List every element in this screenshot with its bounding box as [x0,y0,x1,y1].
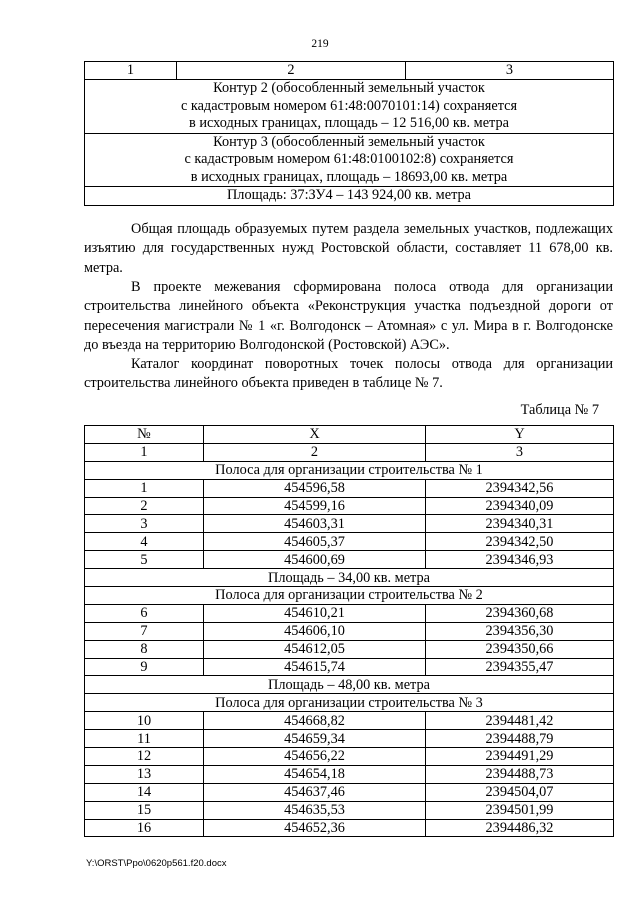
table-row [85,712,614,730]
strip-area: Площадь – 34,00 кв. метра [85,569,614,587]
x-value: 454659,34 [204,730,426,748]
y-value: 2394340,31 [426,515,614,533]
point-number: 12 [85,748,204,766]
x-value: 454606,10 [204,622,426,640]
x-value: 454637,46 [204,783,426,801]
coordinates-table [84,425,614,837]
point-number: 5 [85,551,204,569]
x-value: 454656,22 [204,748,426,766]
y-value: 2394340,09 [426,497,614,515]
y-value: 2394488,73 [426,765,614,783]
contour-2-line: с кадастровым номером 61:48:0070101:14) сохраняется [180,97,518,114]
page-number: 219 [311,38,329,50]
x-value: 454599,16 [204,497,426,515]
area-row [85,187,614,206]
x-value: 454615,74 [204,658,426,676]
coord-header-row [85,426,614,444]
strip-3-title-row [85,694,614,712]
header-cell: 1 [85,62,177,80]
point-number: 4 [85,533,204,551]
point-number: 7 [85,622,204,640]
y-value: 2394504,07 [426,783,614,801]
area-cell: Площадь: 37:ЗУ4 – 143 924,00 кв. метра [85,187,614,206]
point-number: 2 [85,497,204,515]
x-value: 454654,18 [204,765,426,783]
strip-area: Площадь – 48,00 кв. метра [85,676,614,694]
table-row [85,730,614,748]
point-number: 3 [85,515,204,533]
y-value: 2394360,68 [426,604,614,622]
contour-3-cell [85,133,614,187]
point-number: 13 [85,765,204,783]
contour-3-row [85,133,614,187]
point-number: 10 [85,712,204,730]
table-row [85,515,614,533]
strip-title: Полоса для организации строительства № 2 [85,587,614,605]
contour-table [84,61,614,206]
y-value: 2394356,30 [426,622,614,640]
y-value: 2394342,50 [426,533,614,551]
point-number: 15 [85,801,204,819]
paragraph-project-strip: В проекте межевания сформирована полоса отвода для организации строительства линейного объекта «Реконструкция участка подъездной дороги от пересечения магистрали № 1 «г. Волгодонск – Атомная» с ул. Мира в г. Волгодонске до въезда на территорию Волгодонской (Ростовской) АЭС». [84,279,613,353]
contour-3-line: в исходных границах, площадь – 18693,00 кв. метра [190,168,508,185]
y-value: 2394481,42 [426,712,614,730]
table-row [85,533,614,551]
x-value: 454635,53 [204,801,426,819]
header-number: № [85,426,204,444]
paragraph-catalog: Каталог координат поворотных точек полосы отвода для организации строительства линейного объекта приведен в таблице № 7. [84,356,613,392]
table-row [85,551,614,569]
contour-table-header-row [85,62,614,80]
point-number: 8 [85,640,204,658]
table-row [85,658,614,676]
contour-2-line: Контур 2 (обособленный земельный участок [213,80,485,96]
strip-1-area-row [85,569,614,587]
strip-1-title-row [85,461,614,479]
header-cell: 2 [177,62,406,80]
strip-title: Полоса для организации строительства № 1 [85,461,614,479]
y-value: 2394491,29 [426,748,614,766]
table-row [85,604,614,622]
table-row [85,497,614,515]
x-value: 454600,69 [204,551,426,569]
table-row [85,748,614,766]
point-number: 6 [85,604,204,622]
contour-2-line: в исходных границах, площадь – 12 516,00 кв. метра [189,115,509,131]
y-value: 2394486,32 [426,819,614,837]
table-row [85,622,614,640]
strip-2-title-row [85,587,614,605]
y-value: 2394346,93 [426,551,614,569]
x-value: 454605,37 [204,533,426,551]
x-value: 454612,05 [204,640,426,658]
y-value: 2394501,99 [426,801,614,819]
point-number: 1 [85,479,204,497]
table-row [85,783,614,801]
contour-3-line: Контур 3 (обособленный земельный участок [213,133,485,150]
column-number: 3 [426,443,614,461]
table-row [85,819,614,837]
column-number-row [85,443,614,461]
header-x: X [204,426,426,444]
file-path-footer: Y:\ORST\Ppo\0620p561.f20.docx [86,858,227,869]
contour-3-line: с кадастровым номером 61:48:0100102:8) сохраняется [184,151,514,167]
y-value: 2394355,47 [426,658,614,676]
x-value: 454596,58 [204,479,426,497]
point-number: 16 [85,819,204,837]
header-cell: 3 [406,62,614,80]
point-number: 14 [85,783,204,801]
header-y: Y [426,426,614,444]
contour-2-row [85,80,614,134]
strip-title: Полоса для организации строительства № 3 [85,694,614,712]
point-number: 9 [85,658,204,676]
x-value: 454668,82 [204,712,426,730]
y-value: 2394350,66 [426,640,614,658]
x-value: 454652,36 [204,819,426,837]
column-number: 2 [204,443,426,461]
table-caption: Таблица № 7 [520,402,599,418]
table-row [85,801,614,819]
table-row [85,640,614,658]
y-value: 2394488,79 [426,730,614,748]
x-value: 454610,21 [204,604,426,622]
contour-2-cell [85,80,614,134]
x-value: 454603,31 [204,515,426,533]
strip-2-area-row [85,676,614,694]
point-number: 11 [85,730,204,748]
table-row [85,479,614,497]
y-value: 2394342,56 [426,479,614,497]
paragraph-total-area: Общая площадь образуемых путем раздела земельных участков, подлежащих изъятию для государственных нужд Ростовской области, составляет 11 678,00 кв. метра. [84,221,613,276]
column-number: 1 [85,443,204,461]
table-row [85,765,614,783]
